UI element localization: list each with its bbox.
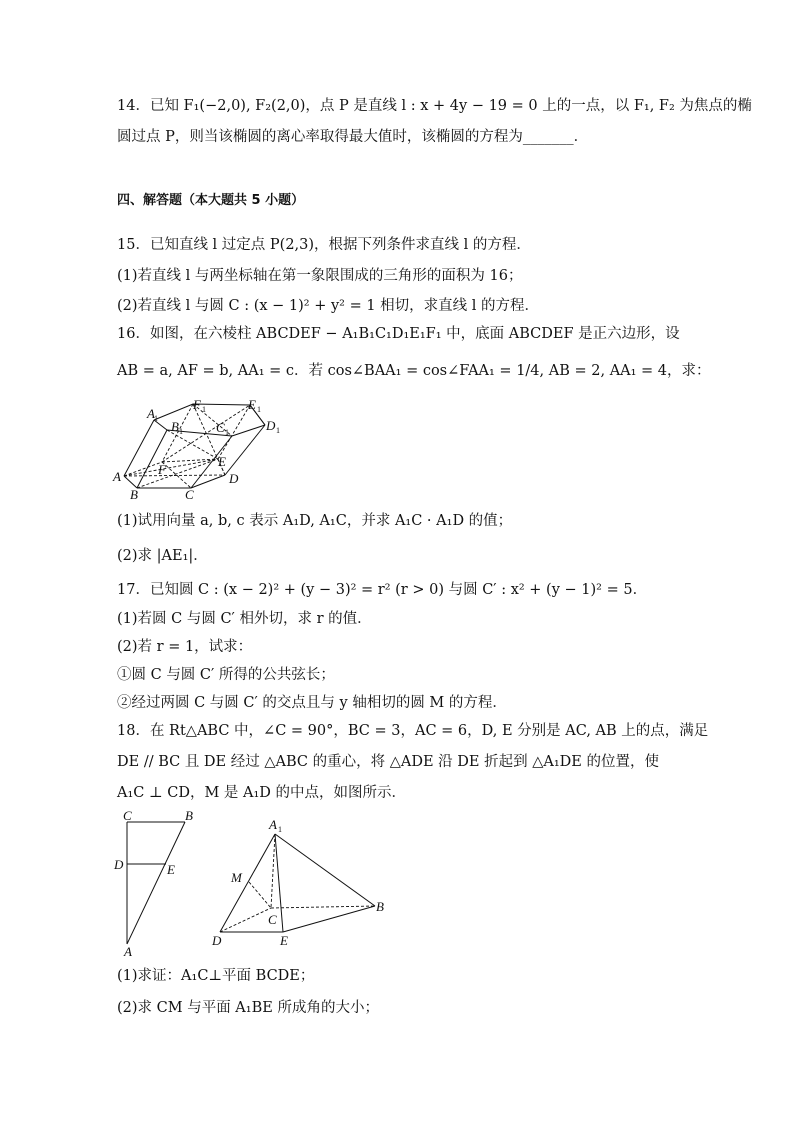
label-D: D <box>114 857 124 872</box>
label-E: E <box>218 454 226 469</box>
label-A1-sub: 1 <box>278 825 282 834</box>
q17-line1: 17．已知圆 C : (x − 2)² + (y − 3)² = r² (r > 0) 与圆 C′ : x² + (y − 1)² = 5． <box>117 582 648 598</box>
q14-line1: 14．已知 F₁(−2,0), F₂(2,0)，点 P 是直线 l : x + 4y − 19 = 0 上的一点，以 F₁, F₂ 为焦点的椭 <box>117 98 752 114</box>
q16-line1: 16．如图，在六棱柱 ABCDEF − A₁B₁C₁D₁E₁F₁ 中，底面 ABCDEF 是正六边形，设 <box>117 326 680 342</box>
label-F1: F <box>193 397 201 412</box>
label-E: E <box>167 862 175 877</box>
label-A1: A <box>269 817 277 832</box>
q17-sub2: ②经过两圆 C 与圆 C′ 的交点且与 y 轴相切的圆 M 的方程． <box>117 695 507 711</box>
q16-part1: (1)试用向量 a, b, c 表示 A₁D, A₁C，并求 A₁C · A₁D 的值； <box>117 513 513 529</box>
label-E1-sub: 1 <box>257 405 261 414</box>
q15-line1: 15．已知直线 l 过定点 P(2,3)，根据下列条件求直线 l 的方程． <box>117 237 531 253</box>
q18-part1: (1)求证：A₁C⊥平面 BCDE； <box>117 968 315 984</box>
triangle-figure <box>112 808 202 960</box>
q18-part2: (2)求 CM 与平面 A₁BE 所成角的大小； <box>117 1000 379 1016</box>
q18-line2: DE // BC 且 DE 经过 △ABC 的重心，将 △ADE 沿 DE 折起到 △A₁DE 的位置，使 <box>117 754 659 770</box>
label-B1-sub: 1 <box>179 427 183 436</box>
section-header: 四、解答题（本大题共 5 小题） <box>117 193 305 208</box>
q15-part2: (2)若直线 l 与圆 C : (x − 1)² + y² = 1 相切，求直线 l 的方程． <box>117 298 540 314</box>
label-B: B <box>185 808 193 823</box>
q14-line2: 圆过点 P，则当该椭圆的离心率取得最大值时，该椭圆的方程为_______． <box>117 129 589 145</box>
label-F: F <box>158 462 166 477</box>
label-F1-sub: 1 <box>202 405 206 414</box>
label-D1: D <box>266 418 276 433</box>
q15-part1: (1)若直线 l 与两坐标轴在第一象限围成的三角形的面积为 16； <box>117 268 523 284</box>
q18-line1: 18．在 Rt△ABC 中，∠C = 90°，BC = 3，AC = 6，D, E 分别是 AC, AB 上的点，满足 <box>117 723 709 739</box>
label-C: C <box>185 487 194 502</box>
prism-figure <box>110 392 295 504</box>
label-B: B <box>130 487 138 502</box>
q16-line2: AB = a, AF = b, AA₁ = c．若 cos∠BAA₁ = cos∠FAA₁ = 1/4, AB = 2, AA₁ = 4，求： <box>117 363 711 379</box>
label-A1: A <box>147 406 155 421</box>
label-D1-sub: 1 <box>276 426 280 435</box>
q18-line3: A₁C ⊥ CD，M 是 A₁D 的中点，如图所示． <box>117 785 407 801</box>
q16-part2: (2)求 |AE₁|． <box>117 548 208 564</box>
label-B: B <box>376 899 384 914</box>
label-A: A <box>113 469 121 484</box>
label-A1-sub: 1 <box>154 414 158 423</box>
label-D: D <box>229 471 239 486</box>
label-A: A <box>124 944 132 959</box>
q17-part2: (2)若 r = 1，试求： <box>117 639 253 655</box>
label-E1: E <box>248 397 256 412</box>
label-B1: B <box>171 419 179 434</box>
label-D: D <box>212 933 222 948</box>
q17-part1: (1)若圆 C 与圆 C′ 相外切，求 r 的值． <box>117 611 372 627</box>
label-M: M <box>231 870 242 885</box>
pyramid-figure <box>205 812 395 954</box>
label-C: C <box>123 808 132 823</box>
label-C1-sub: 1 <box>225 428 229 437</box>
q17-sub1: ①圆 C 与圆 C′ 所得的公共弦长； <box>117 667 335 683</box>
label-C1: C <box>216 420 225 435</box>
label-E: E <box>280 933 288 948</box>
label-C: C <box>268 912 277 927</box>
